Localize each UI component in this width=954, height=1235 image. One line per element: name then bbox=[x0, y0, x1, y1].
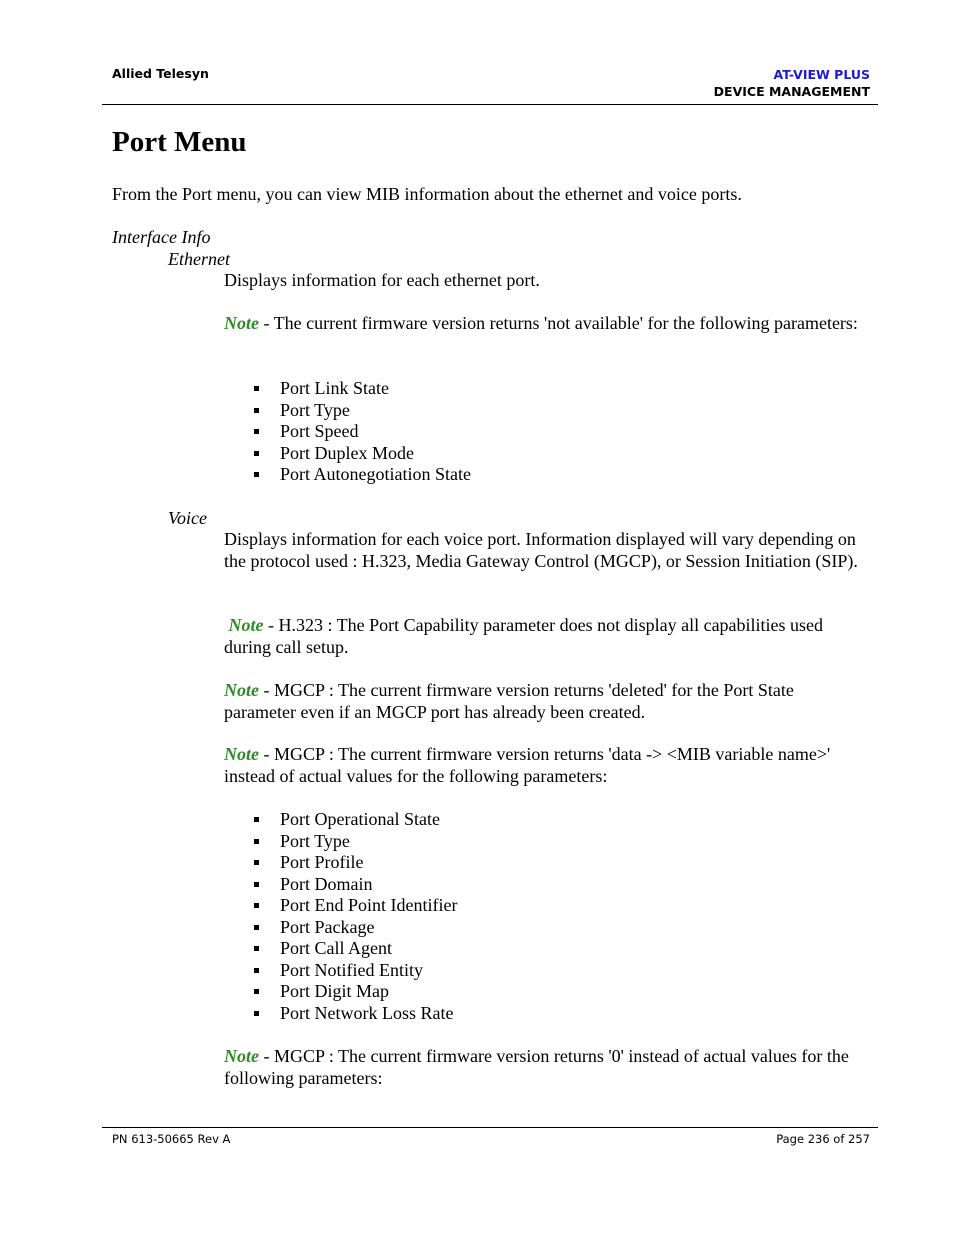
note-label: Note bbox=[224, 1046, 259, 1066]
note-text: - MGCP : The current firmware version returns 'data -> <MIB variable name>' instead of actual values for the following parameters: bbox=[224, 744, 831, 786]
list-item: Port Operational State bbox=[252, 809, 457, 831]
ethernet-note bbox=[224, 313, 869, 335]
ethernet-heading: Ethernet bbox=[168, 249, 230, 269]
voice-note-mgcp-zero bbox=[224, 1046, 869, 1089]
list-item: Port Type bbox=[252, 400, 471, 422]
header-company: Allied Telesyn bbox=[112, 66, 209, 81]
footer-part-number: PN 613-50665 Rev A bbox=[112, 1132, 231, 1146]
list-item: Port Digit Map bbox=[252, 981, 457, 1003]
voice-note-mgcp-data bbox=[224, 744, 869, 787]
list-item: Port Domain bbox=[252, 874, 457, 896]
ethernet-parameter-list bbox=[252, 378, 471, 486]
header-section: DEVICE MANAGEMENT bbox=[713, 84, 870, 99]
list-item: Port End Point Identifier bbox=[252, 895, 457, 917]
ethernet-description: Displays information for each ethernet port. bbox=[224, 270, 540, 290]
footer-rule bbox=[102, 1127, 878, 1128]
header-right bbox=[714, 66, 870, 100]
footer-page-number: Page 236 of 257 bbox=[776, 1132, 870, 1146]
note-label: Note bbox=[224, 744, 259, 764]
header-rule bbox=[102, 104, 878, 105]
voice-description: Displays information for each voice port. Information displayed will vary depending on the protocol used : H.323, Media Gateway Control (MGCP), or Session Initiation (SIP). bbox=[224, 529, 858, 571]
list-item: Port Autonegotiation State bbox=[252, 464, 471, 486]
voice-heading: Voice bbox=[168, 508, 207, 528]
interface-info-heading: Interface Info bbox=[112, 227, 211, 247]
list-item: Port Link State bbox=[252, 378, 471, 400]
note-label: Note bbox=[224, 680, 259, 700]
note-text: - MGCP : The current firmware version returns 'deleted' for the Port State parameter even if an MGCP port has already been created. bbox=[224, 680, 794, 722]
list-item: Port Type bbox=[252, 831, 457, 853]
list-item: Port Speed bbox=[252, 421, 471, 443]
list-item: Port Duplex Mode bbox=[252, 443, 471, 465]
voice-note-h323 bbox=[224, 615, 869, 658]
note-text: - The current firmware version returns 'not available' for the following parameters: bbox=[259, 313, 858, 333]
intro-paragraph: From the Port menu, you can view MIB information about the ethernet and voice ports. bbox=[112, 184, 742, 204]
note-label: Note bbox=[224, 313, 259, 333]
list-item: Port Network Loss Rate bbox=[252, 1003, 457, 1025]
note-label: Note bbox=[228, 615, 264, 635]
note-text: - H.323 : The Port Capability parameter does not display all capabilities used during call setup. bbox=[224, 615, 824, 657]
note-text: - MGCP : The current firmware version returns '0' instead of actual values for the following parameters: bbox=[224, 1046, 849, 1088]
list-item: Port Profile bbox=[252, 852, 457, 874]
voice-parameter-list bbox=[252, 809, 457, 1024]
voice-note-mgcp-deleted bbox=[224, 680, 869, 723]
list-item: Port Notified Entity bbox=[252, 960, 457, 982]
list-item: Port Package bbox=[252, 917, 457, 939]
page-title: Port Menu bbox=[112, 126, 247, 158]
list-item: Port Call Agent bbox=[252, 938, 457, 960]
header-product: AT-VIEW PLUS bbox=[773, 67, 870, 82]
